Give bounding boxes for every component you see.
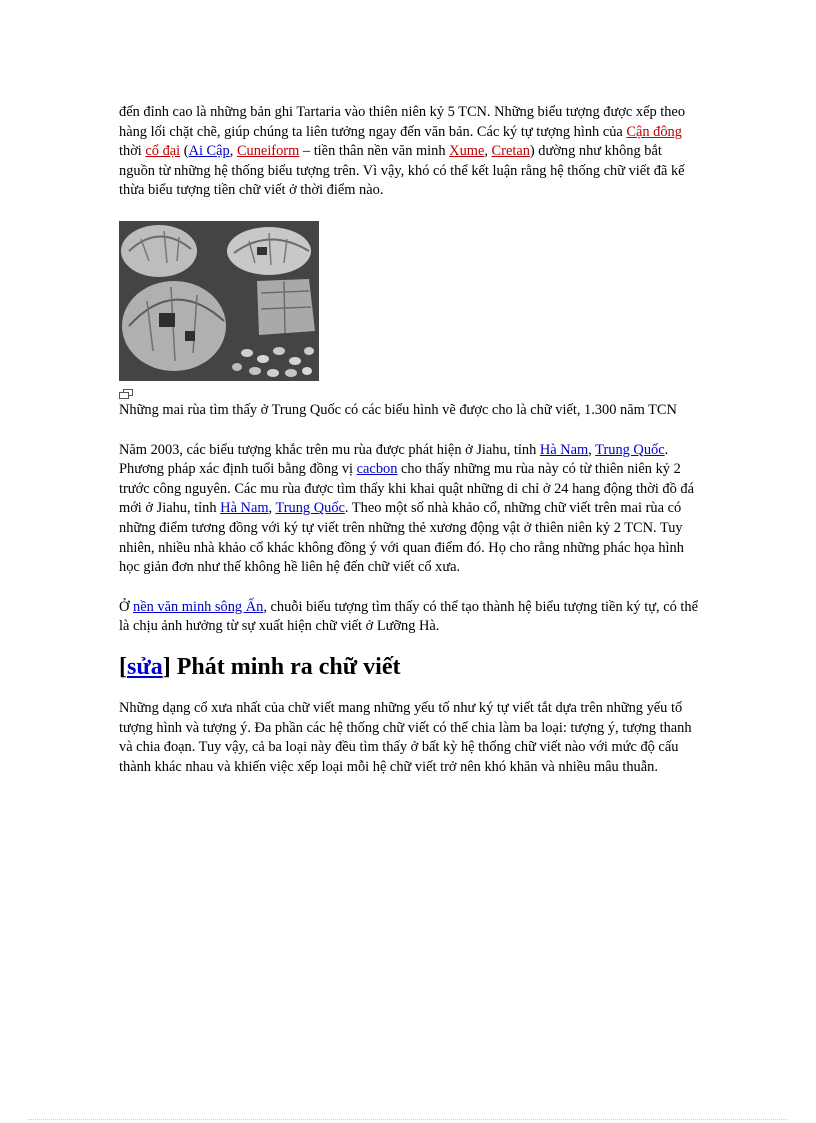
paragraph-jiahu: [119, 441, 699, 578]
section-title: Phát minh ra chữ viết: [170, 653, 401, 680]
text: , chuỗi biểu tượng tìm thấy có thể tạo thành hệ biểu tượng tiền ký tự, có thể là chịu ảnh hưởng từ sự xuất hiện chữ viết ở Lưỡng Hà.: [119, 598, 698, 635]
edit-section-link[interactable]: sửa: [127, 653, 163, 680]
text: thời: [119, 143, 146, 160]
bracket-open: [: [119, 653, 127, 680]
text: . Phương pháp xác định tuổi bằng đồng vị: [119, 441, 669, 478]
text: (: [180, 143, 189, 160]
paragraph-indus: [119, 598, 699, 637]
link-ha-nam-2[interactable]: Hà Nam: [220, 500, 269, 517]
section-heading: [119, 653, 699, 681]
link-xume[interactable]: Xume: [449, 143, 485, 160]
text: Năm 2003, các biểu tượng khắc trên mu rùa được phát hiện ở Jiahu, tỉnh: [119, 441, 540, 458]
paragraph-writing-invention: Những dạng cổ xưa nhất của chữ viết mang những yếu tố như ký tự viết tắt dựa trên những yếu tố tượng hình và tượng ý. Đa phần các hệ thống chữ viết có thể chia làm ba loại: tượng ý, tượng thanh và chia đoạn. Tuy vậy, cả ba loại này đều tìm thấy ở bất kỳ hệ thống chữ viết nào với mức độ cấu thành khác nhau và khiến việc xếp loại mỗi hệ chữ viết trở nên khó khăn và nhiều mâu thuẫn.: [119, 699, 692, 775]
link-ai-cap[interactable]: Ai Cập: [188, 143, 230, 160]
enlarge-image-icon[interactable]: [119, 389, 133, 399]
text: ,: [588, 441, 596, 458]
text: ,: [229, 143, 237, 160]
link-cretan[interactable]: Cretan: [491, 143, 530, 160]
link-indus-civilization[interactable]: nền văn minh sông Ấn: [133, 598, 264, 615]
text: ,: [268, 500, 276, 517]
text: ) dường như không bắt nguồn từ những hệ thống biểu tượng trên. Vì vậy, khó có thể kết luận rằng hệ thống chữ viết đã kế thừa biểu tượng tiền chữ viết ở thời điểm nào.: [119, 143, 685, 199]
text: ,: [484, 143, 492, 160]
text: Ở: [119, 598, 133, 615]
text: . Theo một số nhà khảo cổ, những chữ viết trên mai rùa có những điểm tương đồng với ký tự viết trên những thẻ xương động vật ở thiên niên kỷ 2 TCN. Tuy nhiên, nhiều nhà khảo cổ khác không đồng ý với quan điểm đó. Họ cho rằng những phác họa hình học giản đơn như thế không hề liên hệ đến chữ viết cổ xưa.: [119, 500, 684, 576]
text: đến đỉnh cao là những bản ghi Tartaria vào thiên niên kỷ 5 TCN. Những biểu tượng được xếp theo hàng lối chặt chẽ, giúp chúng ta liên tưởng ngay đến văn bản. Các ký tự tượng hình của: [119, 104, 686, 140]
image-caption: Những mai rùa tìm thấy ở Trung Quốc có các biểu hình vẽ được cho là chữ viết, 1.300 năm TCN: [119, 401, 677, 418]
link-cuneiform[interactable]: Cuneiform: [236, 143, 300, 160]
link-ha-nam[interactable]: Hà Nam: [539, 441, 589, 458]
bracket-close: ]: [162, 653, 171, 680]
turtle-shells-photo: [119, 221, 319, 381]
link-can-dong[interactable]: Cận đông: [626, 123, 682, 140]
text: cho thấy những mu rùa này có từ thiên niên kỷ 2 trước công nguyên. Các mu rùa được tìm thấy khi khai quật những di chỉ ở 24 hang động thời đồ đá mới ở Jiahu, tỉnh: [119, 461, 694, 517]
link-trung-quoc[interactable]: Trung Quốc: [595, 441, 665, 458]
text: – tiền thân nền văn minh: [299, 143, 450, 160]
link-trung-quoc-2[interactable]: Trung Quốc: [275, 500, 345, 517]
link-cacbon[interactable]: cacbon: [356, 461, 398, 478]
link-co-dai[interactable]: cổ đại: [145, 143, 181, 160]
document-page: [119, 103, 699, 777]
paragraph-tartaria: [119, 103, 699, 201]
page-bottom-divider: [28, 1119, 788, 1120]
